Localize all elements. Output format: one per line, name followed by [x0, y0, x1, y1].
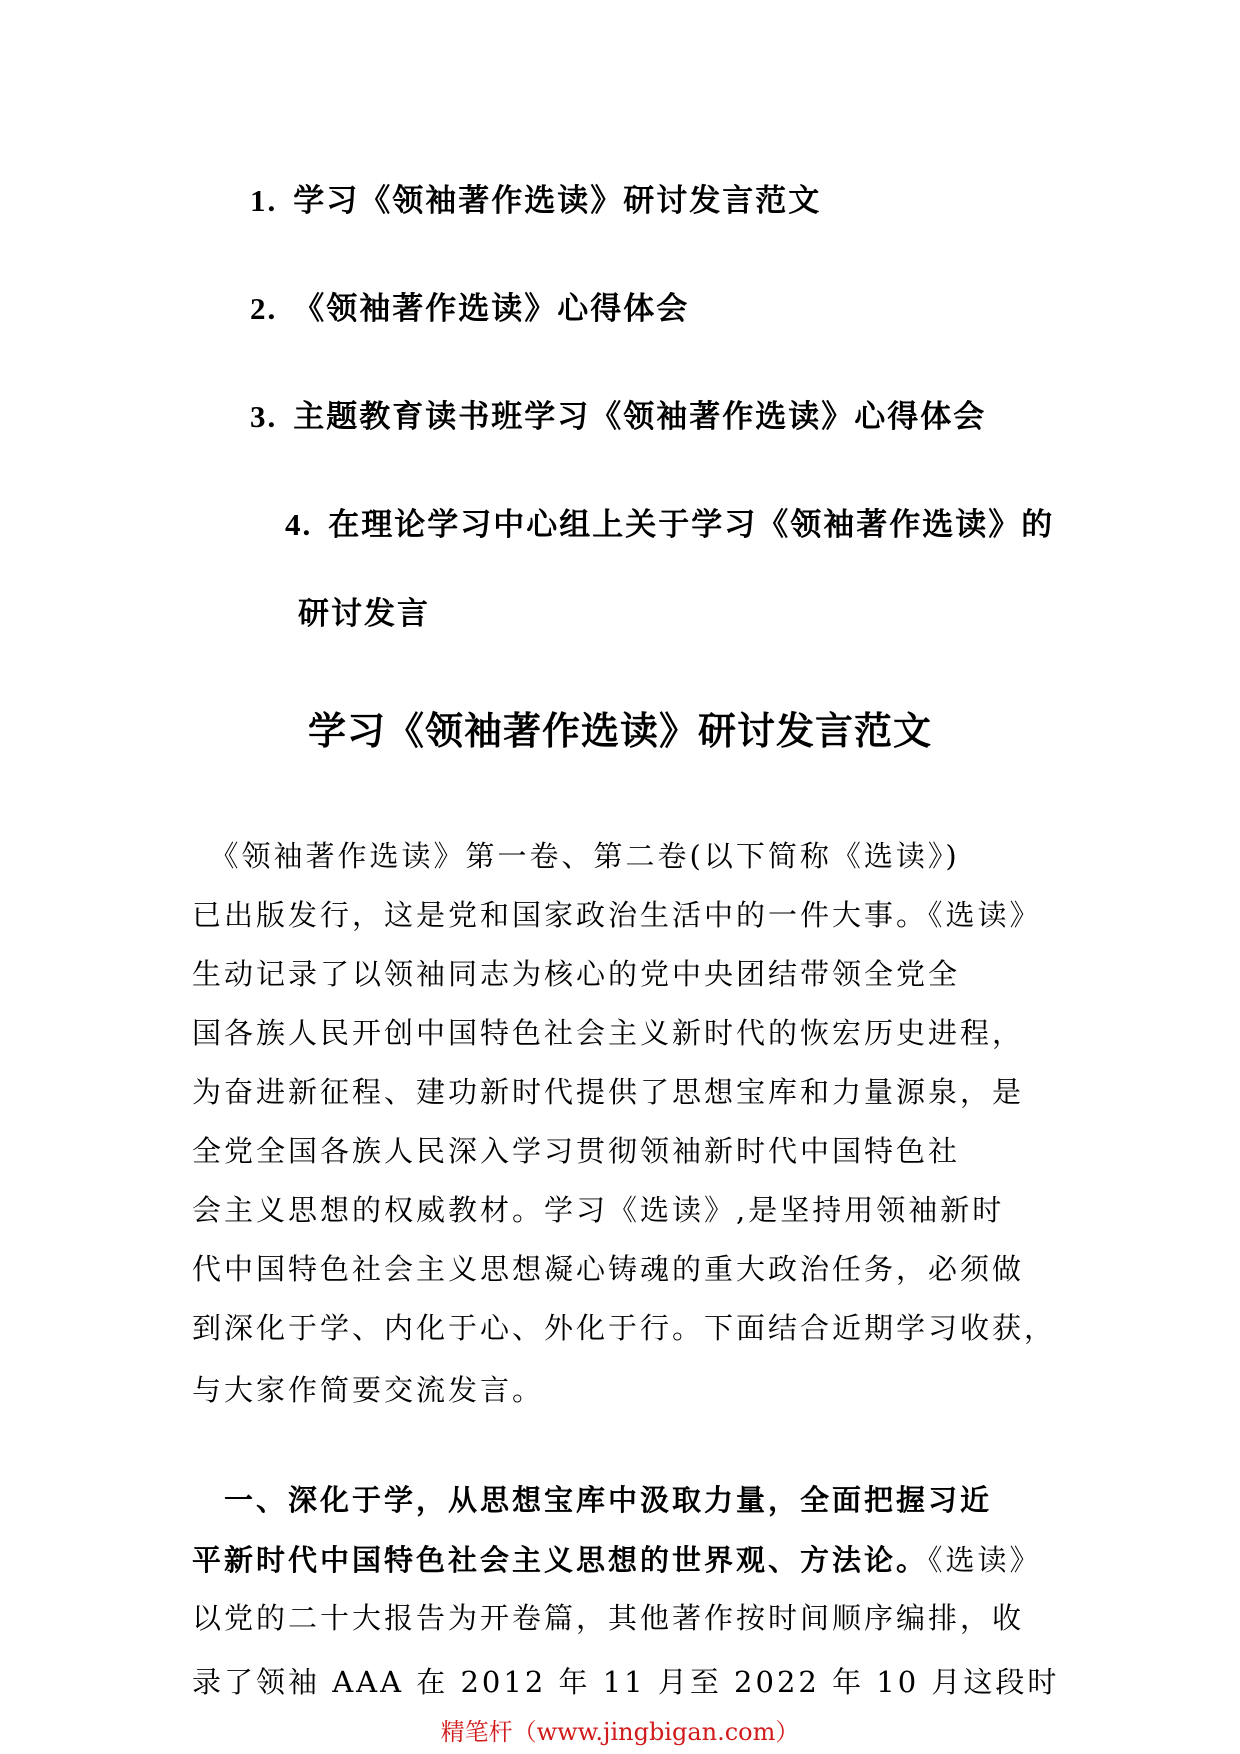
document-title: 学习《领袖著作选读》研讨发言范文 [307, 709, 932, 753]
intro-line: 与大家作简要交流发言。 [192, 1373, 545, 1407]
footer-watermark-link[interactable]: 精笔杆（www.jingbigan.com） [440, 1718, 800, 1746]
toc-number: 2. [250, 291, 278, 326]
section-body-text: 《选读》 [928, 1543, 1042, 1577]
toc-text: 学习《领袖著作选读》研讨发言范文 [293, 183, 822, 219]
intro-line: 国各族人民开创中国特色社会主义新时代的恢宏历史进程， [192, 1016, 1025, 1050]
intro-line: 已出版发行，这是党和国家政治生活中的一件大事。《选读》 [192, 898, 1042, 932]
intro-line: 《领袖著作选读》第一卷、第二卷(以下简称《选读》) [192, 839, 960, 873]
section-body-line: 录了领袖 AAA 在 2012 年 11 月至 2022 年 10 月这段时 [192, 1665, 1060, 1699]
toc-item-2[interactable] [250, 283, 689, 328]
intro-line: 到深化于学、内化于心、外化于行。下面结合近期学习收获， [192, 1311, 1057, 1345]
intro-line: 生动记录了以领袖同志为核心的党中央团结带领全党全 [192, 957, 961, 991]
toc-item-1[interactable] [250, 175, 821, 220]
toc-text: 研讨发言 [298, 596, 430, 632]
toc-number: 1. [250, 183, 278, 218]
section-body-line: 以党的二十大报告为开卷篇，其他著作按时间顺序编排，收 [192, 1601, 1025, 1635]
section-heading-line-2 [192, 1538, 1042, 1579]
section-heading-text: 平新时代中国特色社会主义思想的世界观、方法论。 [192, 1543, 929, 1577]
toc-item-4[interactable] [285, 499, 1054, 544]
intro-line: 代中国特色社会主义思想凝心铸魂的重大政治任务，必须做 [192, 1252, 1025, 1286]
section-heading-line: 一、深化于学，从思想宝库中汲取力量，全面把握习近 [192, 1483, 993, 1517]
toc-item-4-continuation[interactable] [298, 588, 430, 633]
intro-line: 为奋进新征程、建功新时代提供了思想宝库和力量源泉，是 [192, 1075, 1025, 1109]
toc-text: 主题教育读书班学习《领袖著作选读》心得体会 [293, 399, 987, 435]
toc-text: 《领袖著作选读》心得体会 [293, 291, 690, 327]
toc-item-3[interactable] [250, 391, 986, 436]
toc-number: 4. [285, 507, 313, 542]
toc-text: 在理论学习中心组上关于学习《领袖著作选读》的 [328, 507, 1055, 543]
intro-line: 全党全国各族人民深入学习贯彻领袖新时代中国特色社 [192, 1134, 961, 1168]
toc-number: 3. [250, 399, 278, 434]
intro-line: 会主义思想的权威教材。学习《选读》,是坚持用领袖新时 [192, 1193, 1005, 1227]
